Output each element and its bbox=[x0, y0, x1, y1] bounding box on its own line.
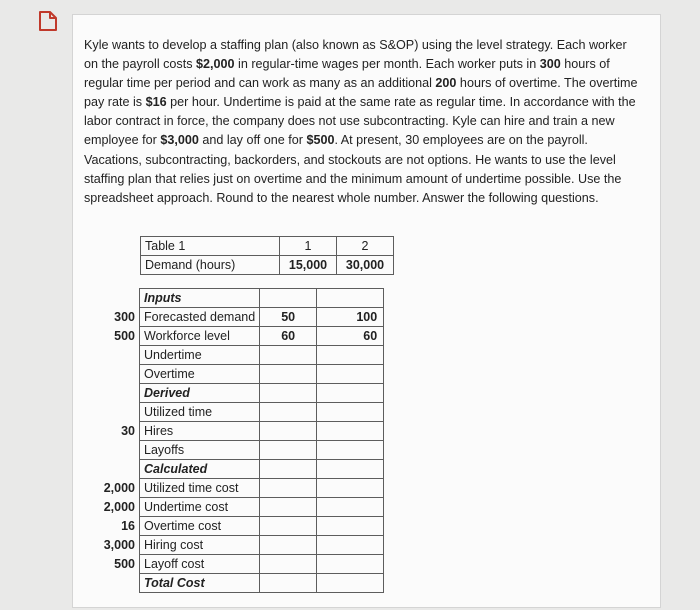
problem-statement: Kyle wants to develop a staffing plan (also known as S&OP) using the level strategy. Each worker on the payroll costs $2,000 in regular-time wages per month. Each worker puts in 300 hours of regular time per period and can work as many as an additional 200 hours of overtime. The overtime pay rate is $16 per hour. Undertime is paid at the same rate as regular time. In accordance with the labor contract in force, the company does not use subcontracting. Kyle can hire and train a new employee for $3,000 and lay off one for $500. At present, 30 employees are on the payroll. Vacations, subcontracting, backorders, and stockouts are not options. He wants to use the level staffing plan that relies just on overtime and the minimum amount of undertime possible. Use the spreadsheet approach. Round to the nearest whole number. Answer the following questions. bbox=[84, 38, 638, 205]
table-row bbox=[95, 574, 384, 593]
row-label: Workforce level bbox=[140, 327, 260, 346]
table-row bbox=[95, 422, 384, 441]
row-label: Hires bbox=[140, 422, 260, 441]
row-label: Calculated bbox=[140, 460, 260, 479]
table-row bbox=[95, 460, 384, 479]
cell-period-1[interactable] bbox=[260, 422, 317, 441]
demand-period-2: 30,000 bbox=[337, 256, 394, 275]
parameter-value bbox=[95, 346, 140, 365]
cell-period-1[interactable] bbox=[260, 384, 317, 403]
parameter-value bbox=[95, 289, 140, 308]
parameter-value bbox=[95, 441, 140, 460]
cell-period-2[interactable] bbox=[317, 441, 384, 460]
row-label: Undertime bbox=[140, 346, 260, 365]
cell-period-2[interactable] bbox=[317, 384, 384, 403]
cell-period-1[interactable] bbox=[260, 365, 317, 384]
cell-period-1[interactable] bbox=[260, 479, 317, 498]
demand-label: Demand (hours) bbox=[141, 256, 280, 275]
cell-period-2[interactable]: 60 bbox=[317, 327, 384, 346]
cell-period-1[interactable] bbox=[260, 517, 317, 536]
table-row bbox=[95, 517, 384, 536]
cell-period-2[interactable] bbox=[317, 517, 384, 536]
cell-period-1[interactable]: 60 bbox=[260, 327, 317, 346]
row-label: Utilized time bbox=[140, 403, 260, 422]
cell-period-1[interactable] bbox=[260, 441, 317, 460]
table-row bbox=[141, 256, 394, 275]
cell-period-1[interactable] bbox=[260, 289, 317, 308]
cell-period-2[interactable] bbox=[317, 536, 384, 555]
row-label: Layoffs bbox=[140, 441, 260, 460]
period-1-header: 1 bbox=[280, 237, 337, 256]
cell-period-2[interactable]: 100 bbox=[317, 308, 384, 327]
table-row bbox=[95, 536, 384, 555]
cell-period-1[interactable] bbox=[260, 498, 317, 517]
parameter-value bbox=[95, 365, 140, 384]
cell-period-1[interactable] bbox=[260, 536, 317, 555]
cell-period-1[interactable] bbox=[260, 346, 317, 365]
row-label: Overtime cost bbox=[140, 517, 260, 536]
parameter-value: 500 bbox=[114, 557, 135, 571]
parameter-value: 3,000 bbox=[103, 538, 135, 552]
table-row bbox=[95, 365, 384, 384]
document-icon bbox=[37, 10, 59, 32]
demand-period-1: 15,000 bbox=[280, 256, 337, 275]
row-label: Layoff cost bbox=[140, 555, 260, 574]
table-row bbox=[95, 384, 384, 403]
table-row bbox=[95, 479, 384, 498]
demand-table bbox=[140, 236, 394, 275]
row-label: Inputs bbox=[140, 289, 260, 308]
parameter-value: 30 bbox=[121, 424, 135, 438]
inputs-table bbox=[95, 288, 384, 593]
row-label: Utilized time cost bbox=[140, 479, 260, 498]
row-label: Overtime bbox=[140, 365, 260, 384]
parameter-value: 16 bbox=[121, 519, 135, 533]
cell-period-2[interactable] bbox=[317, 422, 384, 441]
table-row bbox=[95, 403, 384, 422]
cell-period-2[interactable] bbox=[317, 346, 384, 365]
cell-period-1[interactable] bbox=[260, 555, 317, 574]
parameter-value bbox=[95, 403, 140, 422]
row-label: Undertime cost bbox=[140, 498, 260, 517]
cell-period-2[interactable] bbox=[317, 460, 384, 479]
row-label: Derived bbox=[140, 384, 260, 403]
table-row bbox=[95, 555, 384, 574]
cell-period-2[interactable] bbox=[317, 403, 384, 422]
cell-period-1[interactable]: 50 bbox=[260, 308, 317, 327]
table-row bbox=[95, 441, 384, 460]
parameter-value bbox=[95, 460, 140, 479]
cell-period-1[interactable] bbox=[260, 574, 317, 593]
table-row bbox=[95, 498, 384, 517]
row-label: Hiring cost bbox=[140, 536, 260, 555]
row-label: Total Cost bbox=[140, 574, 260, 593]
parameter-value bbox=[95, 384, 140, 403]
period-2-header: 2 bbox=[337, 237, 394, 256]
cell-period-2[interactable] bbox=[317, 365, 384, 384]
parameter-value: 300 bbox=[114, 310, 135, 324]
parameter-value bbox=[95, 574, 140, 593]
cell-period-2[interactable] bbox=[317, 289, 384, 308]
cell-period-1[interactable] bbox=[260, 460, 317, 479]
cell-period-2[interactable] bbox=[317, 479, 384, 498]
cell-period-2[interactable] bbox=[317, 498, 384, 517]
cell-period-2[interactable] bbox=[317, 574, 384, 593]
parameter-value: 2,000 bbox=[103, 500, 135, 514]
table-row bbox=[95, 327, 384, 346]
parameter-value: 2,000 bbox=[103, 481, 135, 495]
cell-period-1[interactable] bbox=[260, 403, 317, 422]
table-row bbox=[95, 289, 384, 308]
table-row bbox=[95, 308, 384, 327]
parameter-value: 500 bbox=[114, 329, 135, 343]
table-row bbox=[95, 346, 384, 365]
table-row bbox=[141, 237, 394, 256]
table-title: Table 1 bbox=[141, 237, 280, 256]
row-label: Forecasted demand bbox=[140, 308, 260, 327]
cell-period-2[interactable] bbox=[317, 555, 384, 574]
